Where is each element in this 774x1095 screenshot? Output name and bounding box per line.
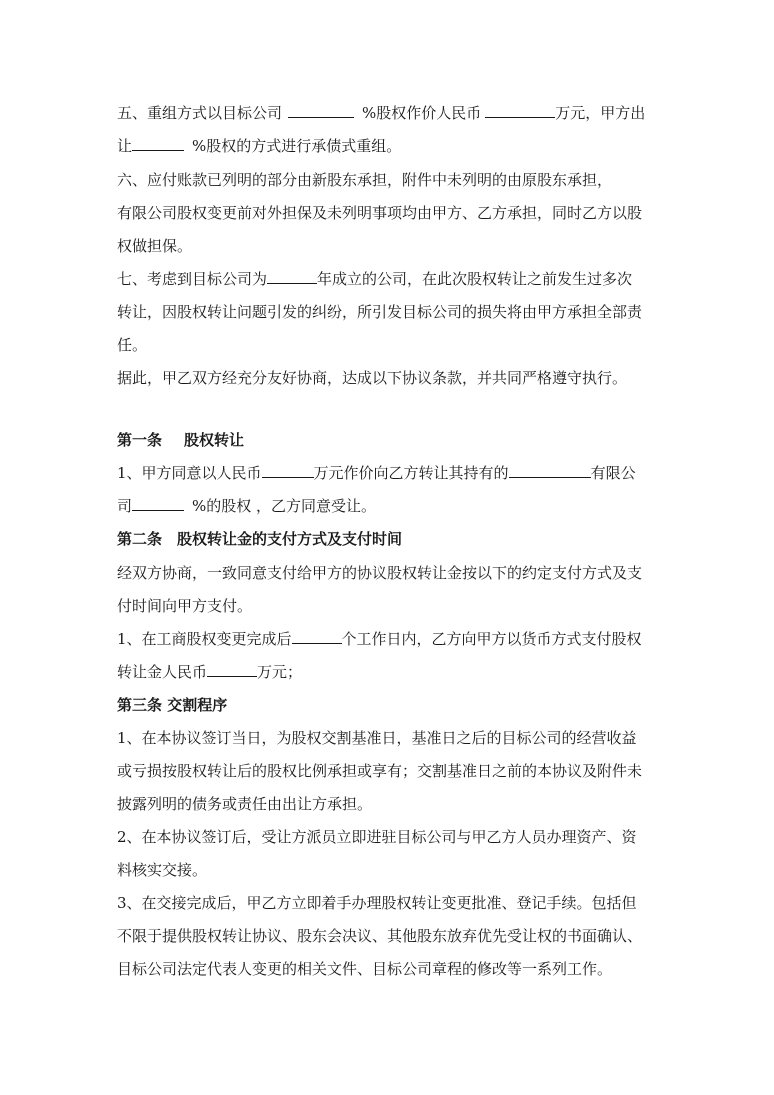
- article-2-item-1-line-1: [117, 629, 642, 649]
- clause-7-line-1: [117, 269, 632, 289]
- article-2-line-1: 经双方协商，一致同意支付给甲方的协议股权转让金按以下的约定支付方式及支: [117, 564, 643, 582]
- text: 1、甲方同意以人民币: [117, 464, 262, 482]
- clause-6-line-2: 有限公司股权变更前对外担保及未列明事项均由甲方、乙方承担，同时乙方以股: [117, 204, 643, 222]
- article-3-item-3-line-3: 目标公司法定代表人变更的相关文件、目标公司章程的修改等一系列工作。: [117, 960, 613, 978]
- article-3-item-1-line-1: 1、在本协议签订当日，为股权交割基准日，基准日之后的目标公司的经营收益: [117, 729, 637, 747]
- text: 有限公: [590, 464, 636, 482]
- text: %股权作价人民币: [362, 104, 482, 122]
- article-1-line-1: [117, 463, 636, 483]
- blank-line: [485, 103, 555, 118]
- clause-6-line-1: 六、应付账款已列明的部分由新股东承担，附件中未列明的由原股东承担，: [117, 171, 613, 189]
- article-3-heading: 第三条 交割程序: [117, 696, 228, 714]
- text: 五、重组方式以目标公司: [117, 104, 283, 122]
- text: 个工作日内，乙方向甲方以货币方式支付股权: [341, 630, 642, 648]
- article-3-item-1-line-3: 披露列明的债务或责任由出让方承担。: [117, 795, 373, 813]
- article-2-heading: 第二条 股权转让金的支付方式及支付时间: [117, 530, 403, 548]
- text: 万元；: [257, 663, 303, 681]
- article-3-item-2-line-1: 2、在本协议签订后，受让方派员立即进驻目标公司与甲乙方人员办理资产、资: [117, 828, 637, 846]
- article-3-item-1-line-2: 或亏损按股权转让后的股权比例承担或享有；交割基准日之前的本协议及附件未: [117, 762, 643, 780]
- text: 转让金人民币: [117, 663, 208, 681]
- text: %股权的方式进行承债式重组。: [192, 137, 402, 155]
- article-title: 股权转让: [184, 431, 245, 449]
- clause-7-line-2: 转让，因股权转让问题引发的纠纷，所引发目标公司的损失将由甲方承担全部责: [117, 303, 643, 321]
- text: 司: [117, 497, 133, 515]
- blank-line: [288, 103, 354, 118]
- blank-line: [509, 463, 591, 478]
- text: %的股权 ，乙方同意受让。: [192, 497, 377, 515]
- article-2-line-2: 付时间向甲方支付。: [117, 597, 253, 615]
- blank-line: [262, 463, 314, 478]
- text: 1、在工商股权变更完成后: [117, 630, 292, 648]
- article-3-item-3-line-2: 不限于提供股权转让协议、股东会决议、其他股东放弃优先受让权的书面确认、: [117, 927, 643, 945]
- article-number: 第一条: [117, 431, 163, 449]
- clause-5-line-1: [117, 103, 645, 123]
- blank-line: [207, 662, 257, 677]
- text: 年成立的公司，在此次股权转让之前发生过多次: [317, 270, 633, 288]
- clause-7-line-3: 任。: [117, 336, 148, 354]
- article-1-heading: [117, 430, 244, 450]
- text: 七、考虑到目标公司为: [117, 270, 268, 288]
- article-3-item-2-line-2: 料核实交接。: [117, 861, 208, 879]
- text: 万元作价向乙方转让其持有的: [313, 464, 509, 482]
- blank-line: [292, 629, 342, 644]
- article-1-line-2: [117, 496, 376, 516]
- article-3-item-3-line-1: 3、在交接完成后，甲乙方立即着手办理股权转让变更批准、登记手续。包括但: [117, 894, 637, 912]
- blank-line: [132, 496, 184, 511]
- clause-6-line-3: 权做担保。: [117, 237, 193, 255]
- article-2-item-1-line-2: [117, 662, 302, 682]
- text: 让: [117, 137, 133, 155]
- blank-line: [132, 136, 184, 151]
- clause-5-line-2: [117, 136, 401, 156]
- preamble-conclusion: 据此，甲乙双方经充分友好协商，达成以下协议条款，并共同严格遵守执行。: [117, 369, 628, 387]
- blank-line: [267, 269, 317, 284]
- text: 万元，甲方出: [555, 104, 646, 122]
